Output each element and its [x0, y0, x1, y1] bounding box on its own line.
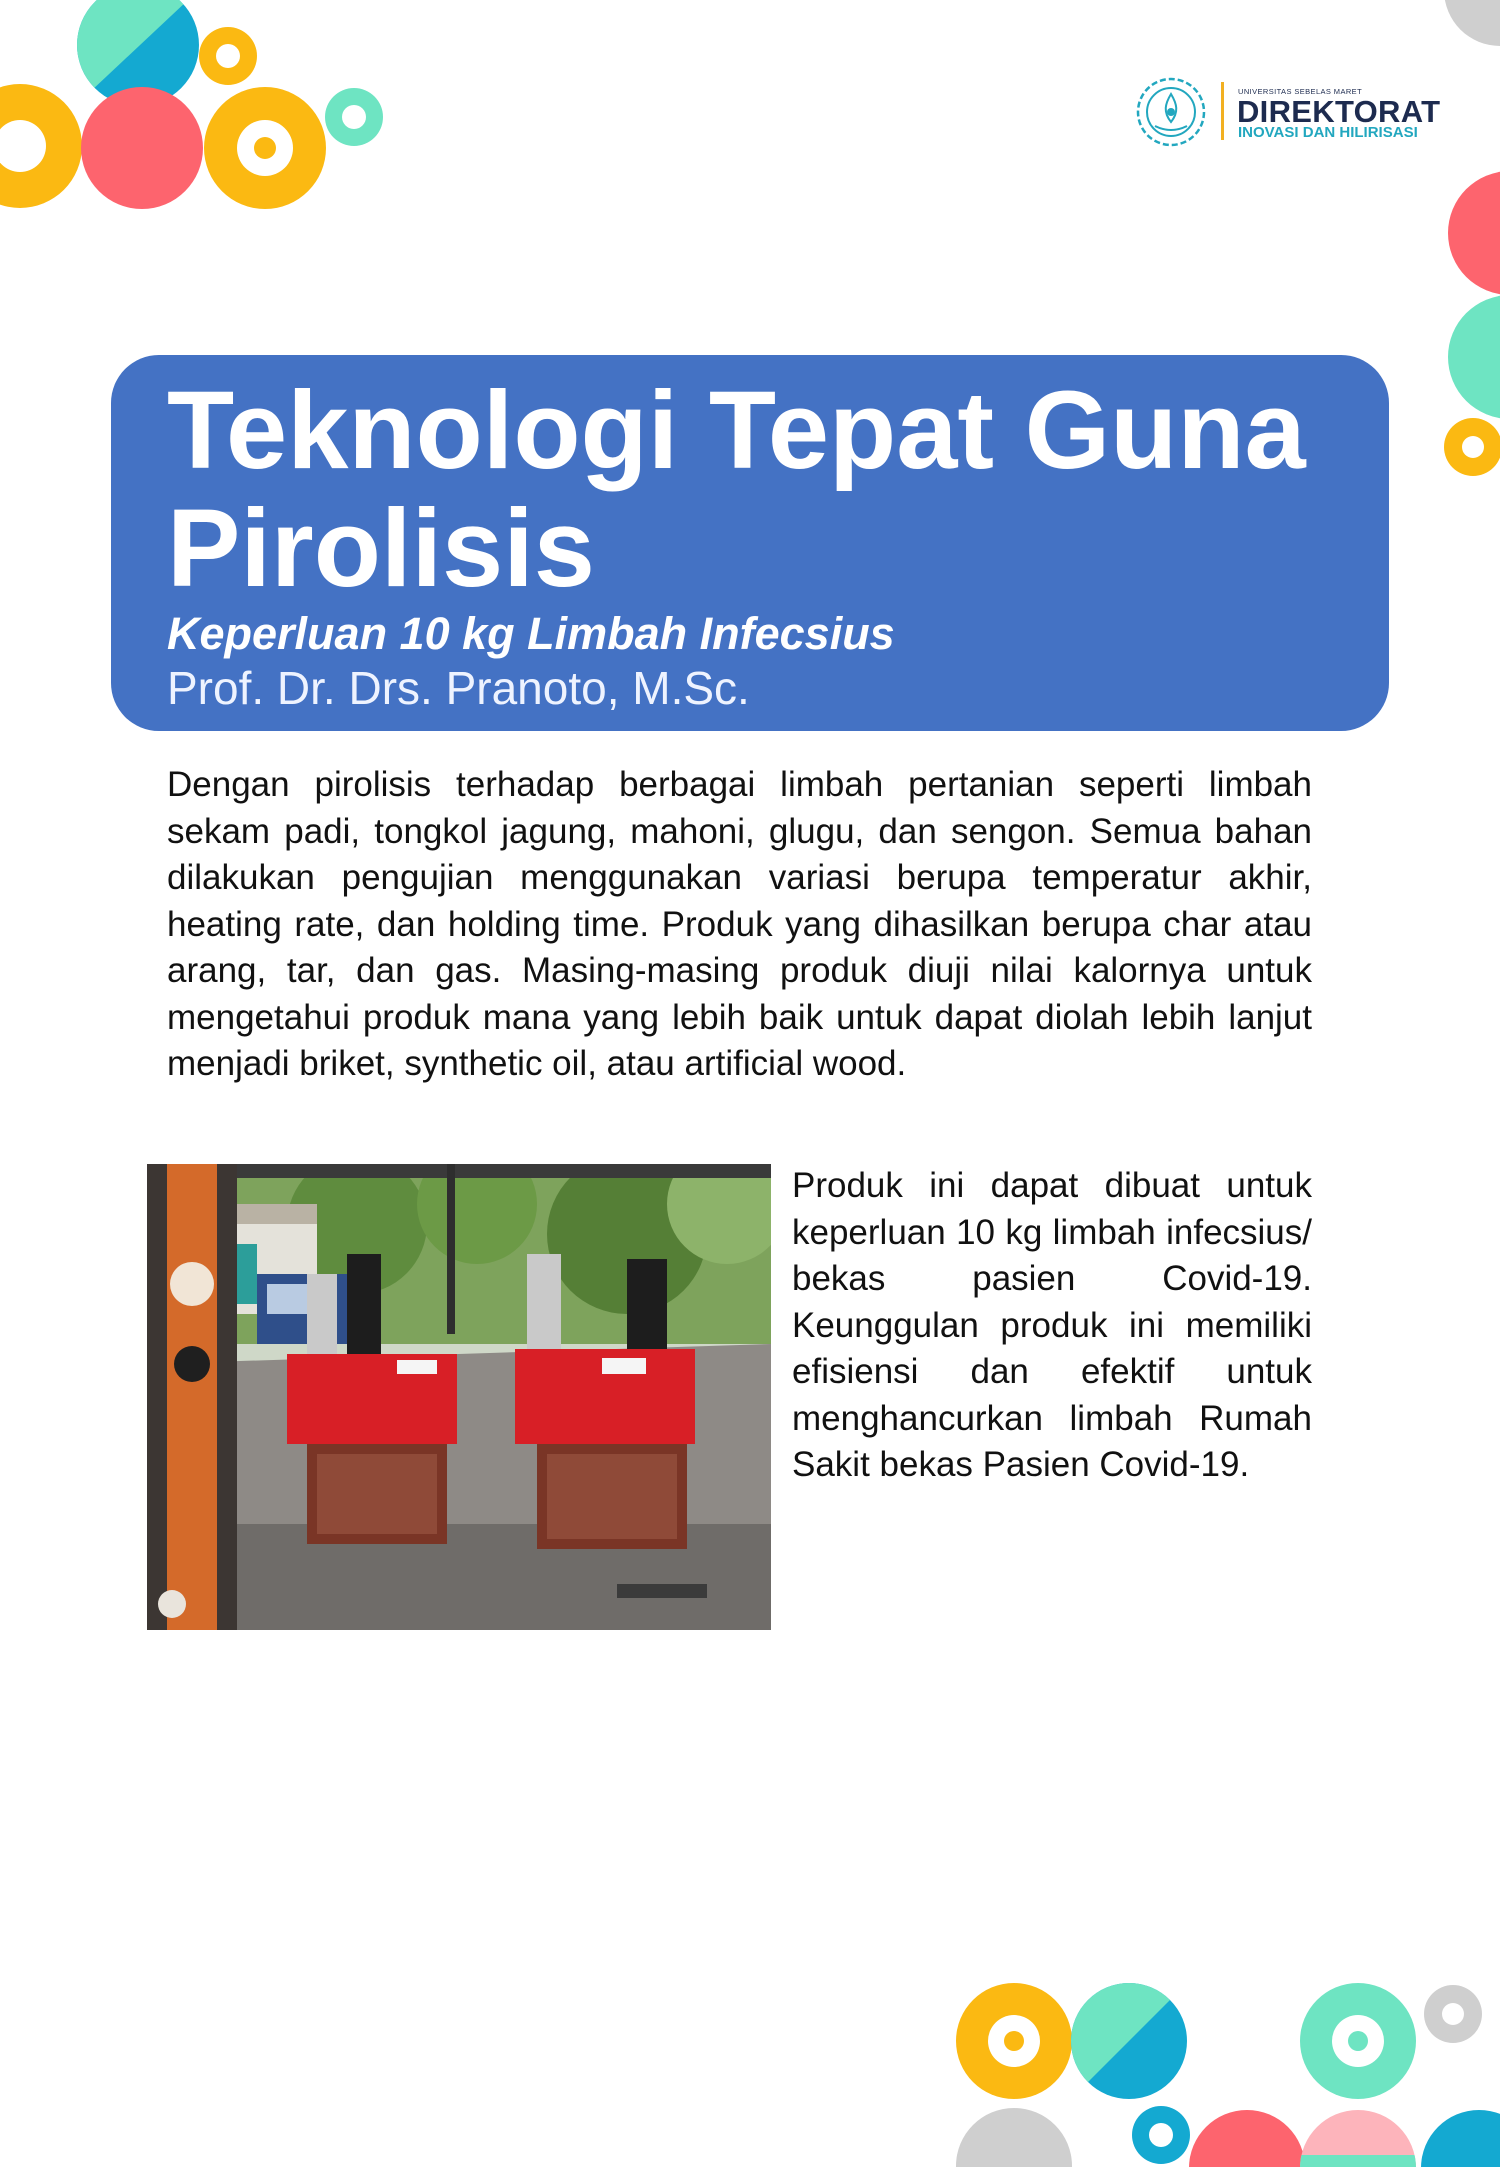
logo-university-text: UNIVERSITAS SEBELAS MARET — [1238, 87, 1363, 96]
page-title: Teknologi Tepat Guna Pirolisis — [167, 369, 1306, 610]
logo-direktorat-text: DIREKTORAT — [1237, 94, 1441, 129]
direktorat-logo — [1135, 72, 1441, 152]
author-name: Prof. Dr. Drs. Pranoto, M.Sc. — [167, 662, 750, 714]
page-subtitle: Keperluan 10 kg Limbah Infecsius — [167, 608, 895, 659]
product-advantage-paragraph: Produk ini dapat dibuat untuk keperluan 10 kg limbah infecsius/ bekas pasien Covid-19. Keunggulan produk ini memiliki efisiensi dan efektif untuk menghancurkan limbah Rumah Sakit bekas Pasien Covid-19. — [792, 1166, 1312, 1484]
university-seal-icon — [1135, 76, 1207, 148]
description-paragraph: Dengan pirolisis terhadap berbagai limbah pertanian seperti limbah sekam padi, tongkol jagung, mahoni, glugu, dan sengon. Semua bahan dilakukan pengujian menggunakan variasi berupa temperatur akhir, heating rate, dan holding time. Produk yang dihasilkan berupa char atau arang, tar, dan gas. Masing-masing produk diuji nilai kalornya untuk mengetahui produk mana yang lebih baik untuk dapat diolah lebih lanjut menjadi briket, synthetic oil, atau artificial wood. — [167, 765, 1312, 1083]
logo-subtitle-text: INOVASI DAN HILIRISASI — [1238, 124, 1418, 141]
pyrolysis-machine-photo — [147, 1164, 771, 1630]
logo-divider — [1221, 82, 1224, 140]
